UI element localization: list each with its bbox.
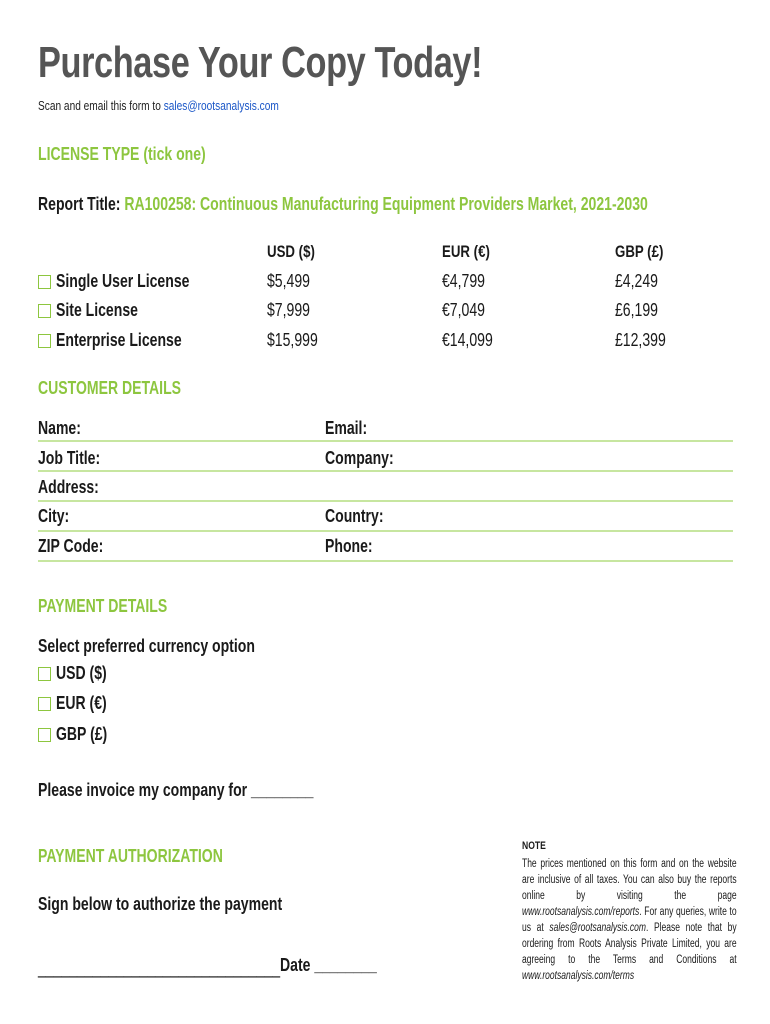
license-name: Single User License <box>56 271 190 291</box>
date-field[interactable]: Date ________ <box>280 955 377 975</box>
terms-link[interactable]: www.rootsanalysis.com/terms <box>522 970 635 982</box>
name-label: Name: <box>38 418 81 438</box>
zip-phone-field-line[interactable] <box>38 560 733 562</box>
currency-select-label: Select preferred currency option <box>38 636 255 656</box>
price-site-gbp: £6,199 <box>615 300 658 320</box>
license-section-title: LICENSE TYPE (tick one) <box>38 144 206 164</box>
price-enterprise-eur: €14,099 <box>442 330 493 350</box>
reports-link[interactable]: www.rootsanalysis.com/reports <box>522 906 640 918</box>
report-title-value: RA100258: Continuous Manufacturing Equipment Providers Market, 2021-2030 <box>124 194 648 214</box>
currency-option-label: GBP (£) <box>56 724 108 744</box>
note-heading: NOTE <box>522 840 546 852</box>
signature-line[interactable]: _______________________________ <box>38 958 281 978</box>
city-country-field-line[interactable] <box>38 530 733 532</box>
currency-option-eur[interactable] <box>38 693 121 714</box>
currency-header-eur: EUR (€) <box>442 242 490 261</box>
report-title-label: Report Title: <box>38 194 121 214</box>
currency-checkbox[interactable] <box>38 728 51 742</box>
license-checkbox[interactable] <box>38 334 51 348</box>
address-label: Address: <box>38 477 99 497</box>
currency-header-gbp: GBP (£) <box>615 242 664 261</box>
authorization-section-title: PAYMENT AUTHORIZATION <box>38 846 223 866</box>
currency-option-label: EUR (€) <box>56 693 107 713</box>
invoice-text[interactable]: Please invoice my company for ________ <box>38 780 314 800</box>
currency-option-gbp[interactable] <box>38 724 122 745</box>
license-option-single-user[interactable] <box>38 271 227 292</box>
license-checkbox[interactable] <box>38 304 51 318</box>
job-company-field-line[interactable] <box>38 470 733 472</box>
customer-section-title: CUSTOMER DETAILS <box>38 378 182 398</box>
license-checkbox[interactable] <box>38 275 51 289</box>
currency-checkbox[interactable] <box>38 667 51 681</box>
country-label: Country: <box>325 506 384 526</box>
page-title: Purchase Your Copy Today! <box>38 38 483 87</box>
currency-option-label: USD ($) <box>56 663 107 683</box>
payment-section-title: PAYMENT DETAILS <box>38 596 168 616</box>
price-enterprise-usd: $15,999 <box>267 330 318 350</box>
zip-label: ZIP Code: <box>38 536 104 556</box>
address-field-line[interactable] <box>38 500 733 502</box>
note-text <box>522 856 737 984</box>
price-single-gbp: £4,249 <box>615 271 658 291</box>
subtitle-text: Scan and email this form to <box>38 98 164 113</box>
sales-email-link[interactable]: sales@rootsanalysis.com <box>163 98 279 113</box>
license-name: Site License <box>56 300 138 320</box>
license-option-site[interactable] <box>38 300 161 321</box>
report-title-line <box>38 194 648 215</box>
price-site-eur: €7,049 <box>442 300 485 320</box>
name-email-field-line[interactable] <box>38 440 733 442</box>
email-label: Email: <box>325 418 368 438</box>
price-single-eur: €4,799 <box>442 271 485 291</box>
city-label: City: <box>38 506 70 526</box>
currency-checkbox[interactable] <box>38 697 51 711</box>
phone-label: Phone: <box>325 536 373 556</box>
currency-option-usd[interactable] <box>38 663 121 684</box>
price-site-usd: $7,999 <box>267 300 310 320</box>
price-enterprise-gbp: £12,399 <box>615 330 666 350</box>
page-subtitle <box>38 98 279 113</box>
note-text-part: The prices mentioned on this form and on the website are inclusive of all taxes. You can also buy the reports online by visiting the page <box>522 858 737 902</box>
currency-header-usd: USD ($) <box>267 242 315 261</box>
sign-instruction: Sign below to authorize the payment <box>38 894 283 914</box>
license-option-enterprise[interactable] <box>38 330 217 351</box>
company-label: Company: <box>325 448 394 468</box>
price-single-usd: $5,499 <box>267 271 310 291</box>
note-text-part: . Please note that by ordering from Roots Analysis Private Limited, you are agreeing to the Terms and Conditions at <box>522 922 737 966</box>
job-title-label: Job Title: <box>38 448 101 468</box>
note-email-link[interactable]: sales@rootsanalysis.com <box>549 922 646 934</box>
note-text-part: . For any queries, write to us at <box>522 906 737 934</box>
license-name: Enterprise License <box>56 330 182 350</box>
